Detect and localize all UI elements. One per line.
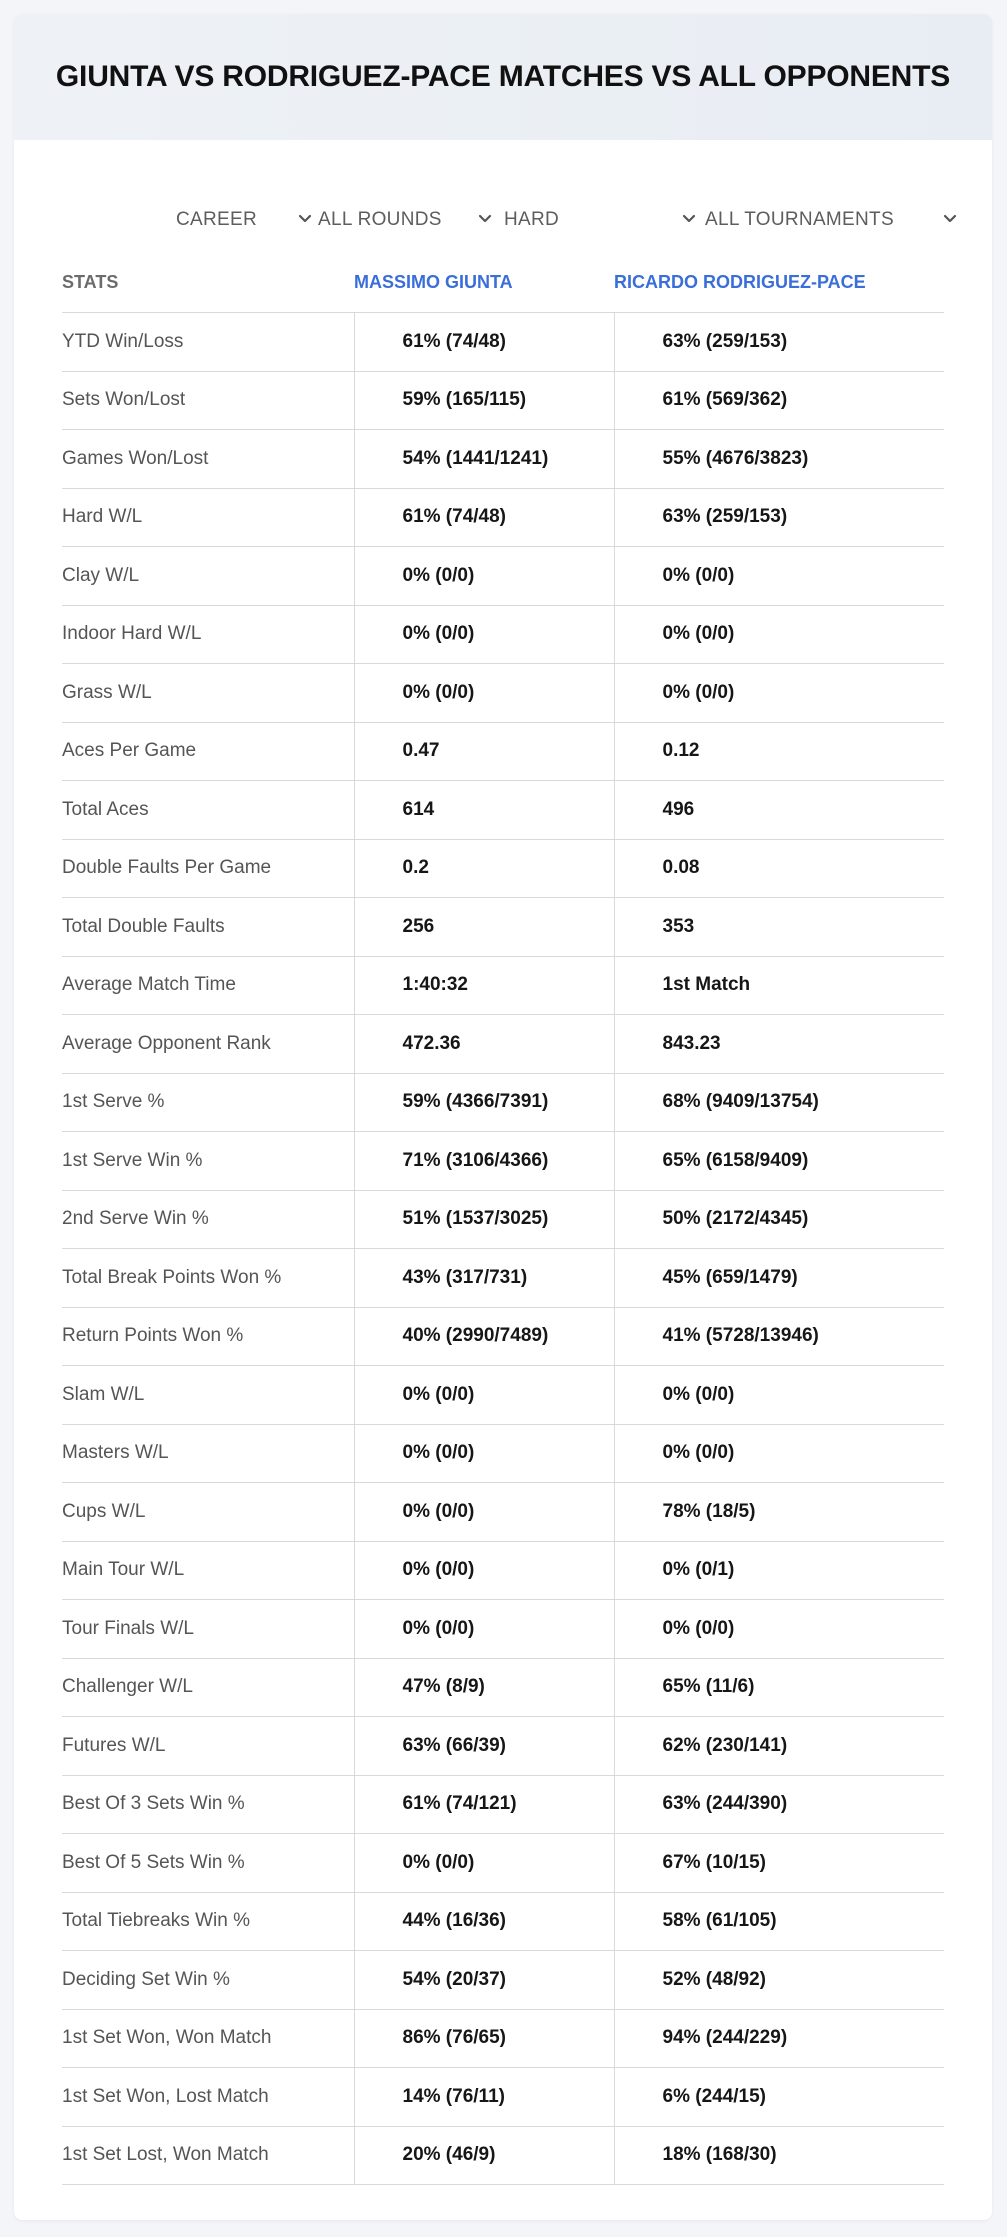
- stat-name-cell: 1st Set Lost, Won Match: [62, 2126, 354, 2185]
- player1-value-cell: 86% (76/65): [354, 2009, 614, 2068]
- table-row: [62, 1600, 944, 1659]
- player1-value-cell: 54% (1441/1241): [354, 430, 614, 489]
- rounds-dropdown-label: ALL ROUNDS: [318, 209, 442, 230]
- stat-name-cell: Clay W/L: [62, 547, 354, 606]
- player1-value-cell: 0% (0/0): [354, 664, 614, 723]
- player2-value-cell: 0% (0/0): [614, 605, 944, 664]
- player1-column-header[interactable]: MASSIMO GIUNTA: [354, 252, 614, 313]
- player1-value-cell: 20% (46/9): [354, 2126, 614, 2185]
- player1-value-cell: 71% (3106/4366): [354, 1132, 614, 1191]
- table-row: [62, 1190, 944, 1249]
- player1-value-cell: 0% (0/0): [354, 1366, 614, 1425]
- stat-name-cell: Total Break Points Won %: [62, 1249, 354, 1308]
- tournaments-dropdown-label: ALL TOURNAMENTS: [705, 209, 894, 230]
- player2-value-cell: 62% (230/141): [614, 1717, 944, 1776]
- player2-value-cell: 18% (168/30): [614, 2126, 944, 2185]
- table-row: [62, 722, 944, 781]
- stat-name-cell: Average Opponent Rank: [62, 1015, 354, 1074]
- page-title: GIUNTA VS RODRIGUEZ-PACE MATCHES VS ALL OPPONENTS: [55, 60, 951, 93]
- player1-value-cell: 54% (20/37): [354, 1951, 614, 2010]
- player2-value-cell: 0% (0/0): [614, 1600, 944, 1659]
- stat-name-cell: Tour Finals W/L: [62, 1600, 354, 1659]
- table-row: [62, 1307, 944, 1366]
- stat-name-cell: Total Aces: [62, 781, 354, 840]
- player2-value-cell: 0.08: [614, 839, 944, 898]
- table-row: [62, 1834, 944, 1893]
- stat-name-cell: Cups W/L: [62, 1483, 354, 1542]
- table-row: [62, 2126, 944, 2185]
- player2-value-cell: 496: [614, 781, 944, 840]
- player2-value-cell: 78% (18/5): [614, 1483, 944, 1542]
- table-row: [62, 664, 944, 723]
- player2-value-cell: 67% (10/15): [614, 1834, 944, 1893]
- surface-dropdown[interactable]: [504, 192, 698, 248]
- stat-name-cell: Aces Per Game: [62, 722, 354, 781]
- player1-value-cell: 61% (74/48): [354, 313, 614, 372]
- stat-name-cell: Futures W/L: [62, 1717, 354, 1776]
- player1-value-cell: 614: [354, 781, 614, 840]
- stat-name-cell: 1st Set Won, Won Match: [62, 2009, 354, 2068]
- surface-dropdown-label: HARD: [504, 209, 560, 230]
- table-row: [62, 547, 944, 606]
- stat-name-cell: Return Points Won %: [62, 1307, 354, 1366]
- player2-value-cell: 50% (2172/4345): [614, 1190, 944, 1249]
- stat-name-cell: 1st Serve Win %: [62, 1132, 354, 1191]
- player2-value-cell: 61% (569/362): [614, 371, 944, 430]
- tournaments-dropdown[interactable]: [705, 192, 959, 248]
- table-row: [62, 2068, 944, 2127]
- stat-name-cell: Sets Won/Lost: [62, 371, 354, 430]
- table-row: [62, 1015, 944, 1074]
- chevron-down-icon: [941, 210, 959, 228]
- stat-name-cell: YTD Win/Loss: [62, 313, 354, 372]
- stat-name-cell: Masters W/L: [62, 1424, 354, 1483]
- table-row: [62, 1892, 944, 1951]
- table-row: [62, 2009, 944, 2068]
- stat-name-cell: Hard W/L: [62, 488, 354, 547]
- player1-value-cell: 47% (8/9): [354, 1658, 614, 1717]
- table-row: [62, 1541, 944, 1600]
- player1-value-cell: 0% (0/0): [354, 1541, 614, 1600]
- table-row: [62, 781, 944, 840]
- table-row: [62, 1951, 944, 2010]
- player1-value-cell: 1:40:32: [354, 956, 614, 1015]
- table-row: [62, 839, 944, 898]
- player2-value-cell: 68% (9409/13754): [614, 1073, 944, 1132]
- player1-value-cell: 51% (1537/3025): [354, 1190, 614, 1249]
- stats-table-body: [62, 313, 944, 2185]
- stats-column-header: STATS: [62, 252, 354, 313]
- player1-value-cell: 0.2: [354, 839, 614, 898]
- chevron-down-icon: [476, 210, 494, 228]
- player1-value-cell: 0% (0/0): [354, 605, 614, 664]
- table-row: [62, 488, 944, 547]
- stat-name-cell: Games Won/Lost: [62, 430, 354, 489]
- player2-value-cell: 55% (4676/3823): [614, 430, 944, 489]
- player2-value-cell: 65% (6158/9409): [614, 1132, 944, 1191]
- stat-name-cell: Slam W/L: [62, 1366, 354, 1425]
- card-header: [14, 14, 992, 140]
- table-row: [62, 1073, 944, 1132]
- stats-card: [14, 14, 992, 2220]
- player1-value-cell: 0% (0/0): [354, 547, 614, 606]
- player2-value-cell: 63% (259/153): [614, 313, 944, 372]
- stat-name-cell: 1st Set Won, Lost Match: [62, 2068, 354, 2127]
- table-row: [62, 430, 944, 489]
- stat-name-cell: Indoor Hard W/L: [62, 605, 354, 664]
- player1-value-cell: 0% (0/0): [354, 1834, 614, 1893]
- stat-name-cell: Main Tour W/L: [62, 1541, 354, 1600]
- player1-value-cell: 0.47: [354, 722, 614, 781]
- rounds-dropdown[interactable]: [318, 192, 494, 248]
- player2-value-cell: 63% (259/153): [614, 488, 944, 547]
- player2-value-cell: 1st Match: [614, 956, 944, 1015]
- player2-value-cell: 6% (244/15): [614, 2068, 944, 2127]
- table-row: [62, 1366, 944, 1425]
- player2-value-cell: 63% (244/390): [614, 1775, 944, 1834]
- table-row: [62, 956, 944, 1015]
- stats-table: [62, 252, 944, 2185]
- player2-value-cell: 65% (11/6): [614, 1658, 944, 1717]
- table-row: [62, 1483, 944, 1542]
- stat-name-cell: Challenger W/L: [62, 1658, 354, 1717]
- player1-value-cell: 43% (317/731): [354, 1249, 614, 1308]
- stat-name-cell: 2nd Serve Win %: [62, 1190, 354, 1249]
- table-row: [62, 313, 944, 372]
- player1-value-cell: 44% (16/36): [354, 1892, 614, 1951]
- player1-value-cell: 14% (76/11): [354, 2068, 614, 2127]
- stat-name-cell: Best Of 3 Sets Win %: [62, 1775, 354, 1834]
- stat-name-cell: Average Match Time: [62, 956, 354, 1015]
- chevron-down-icon: [680, 210, 698, 228]
- player1-value-cell: 61% (74/121): [354, 1775, 614, 1834]
- table-row: [62, 605, 944, 664]
- player2-column-header[interactable]: RICARDO RODRIGUEZ-PACE: [614, 252, 944, 313]
- player2-value-cell: 0% (0/1): [614, 1541, 944, 1600]
- player1-value-cell: 63% (66/39): [354, 1717, 614, 1776]
- filter-bar: [14, 192, 992, 248]
- player2-value-cell: 0.12: [614, 722, 944, 781]
- table-row: [62, 898, 944, 957]
- player1-value-cell: 256: [354, 898, 614, 957]
- stat-name-cell: Total Tiebreaks Win %: [62, 1892, 354, 1951]
- player2-value-cell: 0% (0/0): [614, 1424, 944, 1483]
- stat-name-cell: Deciding Set Win %: [62, 1951, 354, 2010]
- table-row: [62, 1658, 944, 1717]
- player1-value-cell: 59% (165/115): [354, 371, 614, 430]
- table-row: [62, 1775, 944, 1834]
- table-row: [62, 1132, 944, 1191]
- player2-value-cell: 0% (0/0): [614, 547, 944, 606]
- player2-value-cell: 58% (61/105): [614, 1892, 944, 1951]
- player2-value-cell: 45% (659/1479): [614, 1249, 944, 1308]
- player1-value-cell: 0% (0/0): [354, 1600, 614, 1659]
- player1-value-cell: 59% (4366/7391): [354, 1073, 614, 1132]
- player1-value-cell: 40% (2990/7489): [354, 1307, 614, 1366]
- period-dropdown-label: CAREER: [176, 209, 257, 230]
- table-row: [62, 1717, 944, 1776]
- stat-name-cell: Grass W/L: [62, 664, 354, 723]
- player1-value-cell: 472.36: [354, 1015, 614, 1074]
- table-header-row: [62, 252, 944, 313]
- player2-value-cell: 0% (0/0): [614, 1366, 944, 1425]
- player1-value-cell: 0% (0/0): [354, 1424, 614, 1483]
- player2-value-cell: 0% (0/0): [614, 664, 944, 723]
- chevron-down-icon: [296, 210, 314, 228]
- player2-value-cell: 41% (5728/13946): [614, 1307, 944, 1366]
- table-row: [62, 1424, 944, 1483]
- player2-value-cell: 353: [614, 898, 944, 957]
- stat-name-cell: Total Double Faults: [62, 898, 354, 957]
- player2-value-cell: 94% (244/229): [614, 2009, 944, 2068]
- stat-name-cell: Best Of 5 Sets Win %: [62, 1834, 354, 1893]
- stat-name-cell: Double Faults Per Game: [62, 839, 354, 898]
- player2-value-cell: 843.23: [614, 1015, 944, 1074]
- player1-value-cell: 61% (74/48): [354, 488, 614, 547]
- stat-name-cell: 1st Serve %: [62, 1073, 354, 1132]
- table-row: [62, 371, 944, 430]
- period-dropdown[interactable]: [176, 192, 314, 248]
- player1-value-cell: 0% (0/0): [354, 1483, 614, 1542]
- table-row: [62, 1249, 944, 1308]
- player2-value-cell: 52% (48/92): [614, 1951, 944, 2010]
